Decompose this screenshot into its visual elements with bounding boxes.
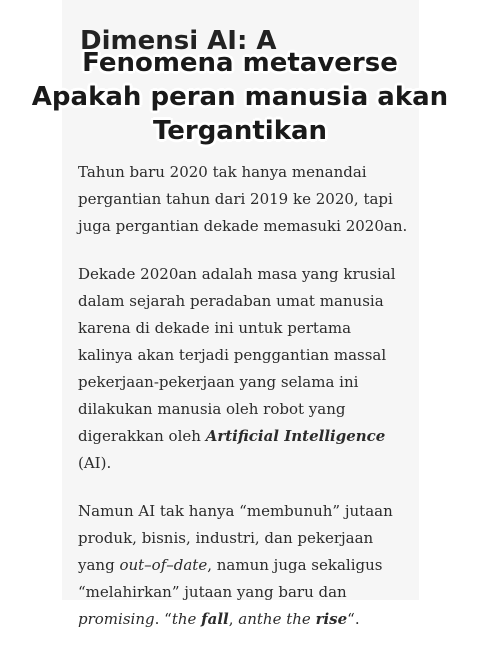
paragraph-3-part-a: Namun AI tak hanya “membunuh” jutaan produk, bisnis, industri, dan pekerjaan yang: [78, 502, 393, 574]
out-of-date-term: out–of–date: [119, 556, 208, 574]
caption-line-1: Fenomena metaverse: [82, 48, 398, 78]
promising-term: promising: [78, 610, 155, 628]
paragraph-3: [78, 498, 408, 633]
ai-term: Artificial Intelligence: [205, 427, 386, 445]
paragraph-2-text: Dekade 2020an adalah masa yang krusial dalam sejarah peradaban umat manusia karena di dekade ini untuk pertama kalinya akan terjadi penggantian massal pekerjaan-pekerjaan yang selama ini dilakukan manusia oleh robot yang digerakkan oleh: [78, 265, 396, 445]
caption-line-2: Apakah peran manusia akan: [31, 82, 449, 112]
quote-fall: fall: [201, 610, 229, 628]
paragraph-3-end: “.: [347, 610, 360, 628]
paragraph-1: Tahun baru 2020 tak hanya menandai pergantian tahun dari 2019 ke 2020, tapi juga pergantian dekade memasuki 2020an.: [78, 163, 408, 235]
overlay-caption: [0, 46, 480, 148]
caption-line-3: Tergantikan: [152, 116, 328, 146]
paragraph-2: [78, 261, 408, 477]
quote-rise: rise: [315, 610, 348, 628]
article-body: [78, 159, 408, 654]
paragraph-3-part-c: . “: [154, 610, 172, 628]
quote-comma: ,: [228, 610, 239, 628]
quote-anthe: anthe the: [238, 610, 316, 628]
paragraph-3-part-b: , namun juga sekaligus “melahirkan” jutaan yang baru dan: [78, 556, 383, 601]
paragraph-2-end: (AI).: [78, 454, 112, 472]
article-title-partial: [80, 18, 410, 38]
quote-the: the: [171, 610, 202, 628]
